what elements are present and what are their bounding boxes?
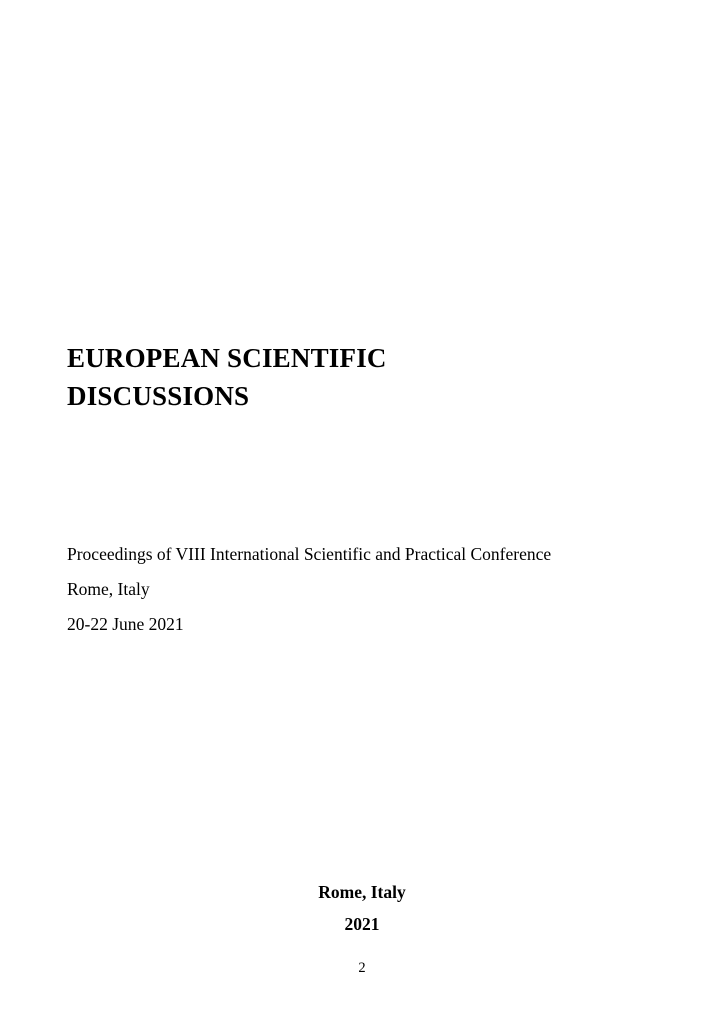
page-number: 2 bbox=[358, 960, 366, 976]
date-line: 20-22 June 2021 bbox=[67, 614, 184, 634]
venue-year: 2021 bbox=[344, 914, 380, 935]
publication-venue bbox=[0, 876, 724, 941]
proceedings-line: Proceedings of VIII International Scientific and Practical Conference bbox=[67, 544, 552, 564]
title-line-2: DISCUSSIONS bbox=[67, 380, 250, 411]
venue-location: Rome, Italy bbox=[318, 882, 406, 902]
location-line: Rome, Italy bbox=[67, 579, 150, 599]
conference-metadata bbox=[67, 537, 647, 642]
document-title bbox=[67, 340, 627, 416]
title-line-1: EUROPEAN SCIENTIFIC bbox=[67, 343, 387, 373]
